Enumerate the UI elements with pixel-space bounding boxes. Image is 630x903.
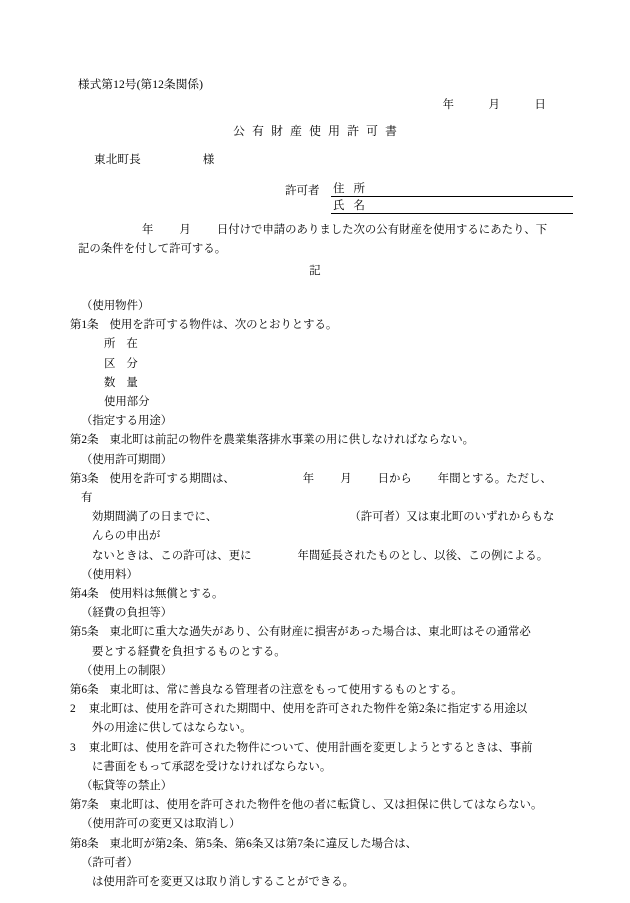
clause-2-continuation: 外の用途に供してはならない。 — [92, 722, 252, 735]
article-4-text: 使用料は無償とする。 — [109, 588, 224, 601]
heading-article-7: （転貸等の禁止） — [81, 780, 173, 793]
article-3-text-e: 年間とする。ただし、有 — [81, 472, 552, 505]
subitem-location — [70, 335, 560, 354]
intro-paragraph — [78, 221, 554, 259]
address-write-line[interactable] — [377, 183, 573, 197]
heading-article-8: （使用許可の変更又は取消し） — [81, 818, 241, 831]
article-8-continuation: は使用許可を変更又は取り消しすることができる。 — [92, 876, 354, 889]
article-7 — [70, 796, 560, 815]
document-title: 公有財産使用許可書 — [233, 124, 405, 138]
article-3-text-line3b: 年間延長されたものとし、以後、この例による。 — [297, 549, 549, 562]
clause-3-continuation: に書面をもって承認を受けなければならない。 — [92, 760, 332, 773]
clause-2 — [70, 700, 560, 719]
permit-holder-name-row — [285, 197, 573, 214]
subitem-category — [70, 355, 560, 374]
article-3-day: 日から — [377, 472, 412, 485]
date-line: 年 月 日 — [442, 99, 546, 111]
heading-article-4: （使用料） — [81, 568, 138, 581]
address-field[interactable] — [331, 183, 573, 197]
article-5 — [70, 623, 560, 642]
addressee-line — [94, 154, 214, 166]
intro-month: 月 — [179, 224, 191, 236]
article-2 — [70, 431, 560, 450]
article-8-number: 第8条 — [70, 837, 99, 850]
addressee-honorific: 様 — [202, 153, 215, 166]
subitem-portion-label: 使用部分 — [104, 396, 150, 409]
subitem-quantity-label: 数量 — [104, 376, 149, 389]
article-5-number: 第5条 — [70, 626, 99, 639]
article-3-number: 第3条 — [70, 472, 99, 485]
permit-holder-label: 許可者 — [285, 184, 320, 197]
article-1 — [70, 316, 560, 335]
article-3-month: 月 — [340, 472, 352, 485]
form-identifier: 様式第12号(第12条関係) — [78, 78, 204, 91]
article-2-text: 東北町は前記の物件を農業集落排水事業の用に供しなければならない。 — [109, 434, 474, 447]
clause-3-text: 東北町は、使用を許可された物件について、使用計画を変更しようとするときは、事前 — [88, 741, 533, 754]
article-4-number: 第4条 — [70, 588, 99, 601]
record-marker: 記 — [309, 264, 321, 277]
subitem-location-label: 所在 — [104, 338, 149, 351]
article-3-line-3 — [70, 547, 560, 566]
permit-holder-block — [285, 180, 573, 214]
name-field[interactable] — [331, 200, 573, 214]
clause-3-number: 3 — [70, 741, 76, 754]
article-3-text-line3a: ないときは、この許可は、更に — [92, 549, 252, 562]
article-6-text: 東北町は、常に善良なる管理者の注意をもって使用するものとする。 — [109, 684, 463, 697]
intro-year: 年 — [142, 224, 154, 236]
article-1-number: 第1条 — [70, 319, 99, 332]
heading-article-3: （使用許可期間） — [81, 453, 173, 466]
addressee-name: 東北町長 — [94, 153, 141, 166]
article-3-text-line2b: （許可者）又は東北町のいずれからもなんらの申出が — [92, 511, 555, 543]
name-key-label: 氏名 — [331, 201, 377, 215]
subitem-quantity — [70, 374, 560, 393]
clause-3 — [70, 739, 560, 758]
subitem-category-label: 区分 — [104, 357, 149, 370]
article-3-text-line2a: 効期間満了の日までに、 — [92, 511, 218, 524]
heading-article-2: （指定する用途） — [81, 415, 173, 428]
article-1-text: 使用を許可する物件は、次のとおりとする。 — [109, 319, 338, 332]
article-7-number: 第7条 — [70, 799, 99, 812]
subitem-portion — [70, 393, 560, 412]
heading-article-6: （使用上の制限） — [81, 664, 173, 677]
article-5-continuation: 要とする経費を負担するものとする。 — [92, 645, 286, 658]
article-6-number: 第6条 — [70, 684, 99, 697]
article-8-text-b: （許可者） — [81, 856, 138, 869]
article-4 — [70, 585, 560, 604]
article-8 — [70, 835, 560, 873]
heading-article-5: （経費の負担等） — [81, 607, 173, 620]
intro-day-text: 日付けで申請のありました次の公有財産を使用するにあたり、下 — [216, 224, 548, 236]
address-key-label: 住所 — [331, 184, 377, 198]
name-write-line[interactable] — [377, 200, 573, 214]
permit-holder-address-row — [285, 180, 573, 197]
article-5-text: 東北町に重大な過失があり、公有財産に損害があった場合は、東北町はその通常必 — [109, 626, 531, 639]
heading-article-1: （使用物件） — [81, 300, 150, 312]
article-8-text-a: 東北町が第2条、第5条、第6条又は第7条に違反した場合は、 — [109, 837, 418, 850]
article-3-line-1 — [70, 470, 560, 508]
article-3-line-2 — [70, 508, 560, 546]
articles-body — [70, 297, 560, 892]
intro-line2: 記の条件を付して許可する。 — [78, 243, 227, 255]
clause-2-number: 2 — [70, 703, 76, 716]
article-2-number: 第2条 — [70, 434, 99, 447]
article-6 — [70, 681, 560, 700]
article-7-text: 東北町は、使用を許可された物件を他の者に転貸し、又は担保に供してはならない。 — [109, 799, 543, 812]
clause-2-text: 東北町は、使用を許可された期間中、使用を許可された物件を第2条に指定する用途以 — [88, 703, 528, 716]
article-3-year: 年 — [302, 472, 315, 485]
article-3-text-a: 使用を許可する期間は、 — [109, 472, 235, 485]
